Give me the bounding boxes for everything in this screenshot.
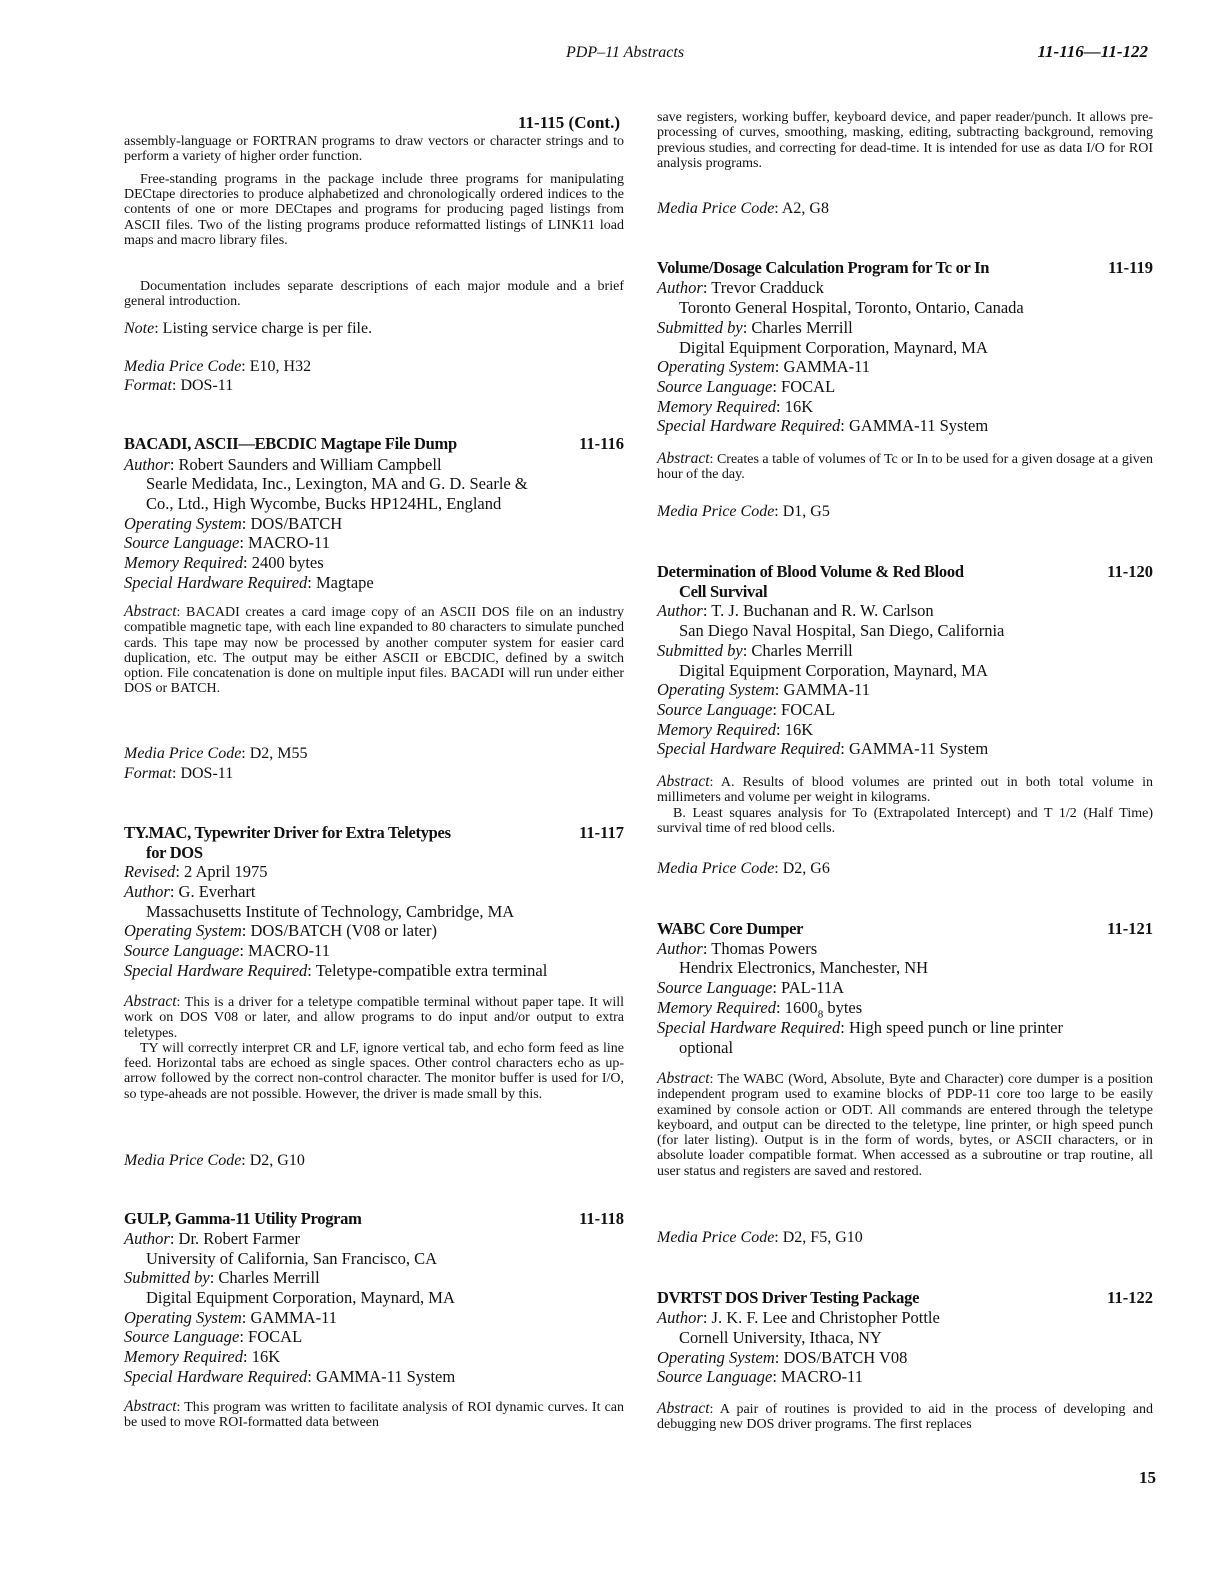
affiliation: Massachusetts Institute of Technology, Cambridge, MA bbox=[146, 902, 515, 921]
special-hardware: Special Hardware Required: Teletype-compatible extra terminal bbox=[124, 961, 548, 980]
cont-paragraph-2: Free-standing programs in the package include three programs for manipulating DECtape directories to produce alphabetized and chronologically ordered indices to the contents of one or more DECtapes and programs for producing paged listings from ASCII files. Two of the listing programs produce reformatted listings of LINK11 load maps and macro library files. bbox=[124, 172, 624, 248]
special-hardware: Special Hardware Required: GAMMA-11 System bbox=[124, 1367, 456, 1386]
entry-title: GULP, Gamma-11 Utility Program bbox=[124, 1209, 362, 1228]
abstract: Abstract: This is a driver for a teletype compatible terminal without paper tape. It will work on DOS V08 or later, and allow programs to do input and/or output to extra teletypes. TY will correctly interpret CR and LF, ignore vertical tab, and echo form feed as line feed. Horizontal tabs are echoed as single spaces. Other control characters echo as up-arrow followed by the correct non-control character. The monitor buffer is used for I/O, so type-aheads are not possible. However, the driver is made small by this. bbox=[124, 993, 624, 1102]
operating-system: Operating System: GAMMA-11 bbox=[657, 680, 870, 699]
memory-required: Memory Required: $1600_8$ bytes bbox=[657, 998, 863, 1021]
media-price-code: Media Price Code: D2, F5, G10 bbox=[657, 1229, 863, 1246]
source-language: Source Language: MACRO-11 bbox=[124, 533, 330, 552]
entry-title: DVRTST DOS Driver Testing Package bbox=[657, 1288, 920, 1307]
media-price-code: Media Price Code: D2, G10 bbox=[124, 1152, 305, 1169]
affiliation: University of California, San Francisco, CA bbox=[146, 1249, 437, 1268]
entry-title: Determination of Blood Volume & Red Blood Cell Survival bbox=[657, 562, 964, 601]
media-price-code: Media Price Code: D2, G6 bbox=[657, 860, 830, 877]
entry-title: WABC Core Dumper bbox=[657, 919, 804, 938]
entry-number: 11-119 bbox=[1108, 258, 1153, 277]
affiliation: Digital Equipment Corporation, Maynard, MA bbox=[146, 1288, 455, 1307]
page-number: 15 bbox=[1139, 1468, 1156, 1487]
affiliation: Co., Ltd., High Wycombe, Bucks HP124HL, England bbox=[146, 494, 502, 513]
special-hardware: Special Hardware Required: GAMMA-11 System bbox=[657, 739, 989, 758]
memory-required: Memory Required: 16K bbox=[124, 1347, 281, 1366]
entry-title: BACADI, ASCII—EBCDIC Magtape File Dump bbox=[124, 434, 457, 453]
abstract: Abstract: This program was written to facilitate analysis of ROI dynamic curves. It can be used to move ROI-formatted data between bbox=[124, 1398, 624, 1431]
submitted-by: Submitted by: Charles Merrill bbox=[124, 1268, 320, 1287]
revised: Revised: 2 April 1975 bbox=[124, 862, 268, 881]
operating-system: Operating System: DOS/BATCH bbox=[124, 514, 343, 533]
source-language: Source Language: FOCAL bbox=[124, 1327, 303, 1346]
entry-number: 11-117 bbox=[579, 823, 624, 842]
author: Author: Thomas Powers bbox=[657, 939, 818, 958]
source-language: Source Language: FOCAL bbox=[657, 700, 836, 719]
special-hardware-cont: optional bbox=[679, 1038, 734, 1057]
operating-system: Operating System: GAMMA-11 bbox=[124, 1308, 337, 1327]
author: Author: Dr. Robert Farmer bbox=[124, 1229, 300, 1248]
special-hardware: Special Hardware Required: High speed punch or line printer bbox=[657, 1018, 1063, 1037]
abstract: Abstract: BACADI creates a card image copy of an ASCII DOS file on an industry compatible magnetic tape, with each line expanded to 80 characters to simulate punched cards. This tape may now be processed by another computer system for easier card duplication, etc. The output may be either ASCII or EBCDIC, defined by a switch option. File concatenation is done on multiple input files. BACADI will run under either DOS or BATCH. bbox=[124, 603, 624, 697]
submitted-by: Submitted by: Charles Merrill bbox=[657, 318, 853, 337]
affiliation: Toronto General Hospital, Toronto, Ontario, Canada bbox=[679, 298, 1024, 317]
author: Author: J. K. F. Lee and Christopher Pottle bbox=[657, 1308, 940, 1327]
operating-system: Operating System: GAMMA-11 bbox=[657, 357, 870, 376]
source-language: Source Language: PAL-11A bbox=[657, 978, 845, 997]
entry-number: 11-122 bbox=[1107, 1288, 1153, 1307]
memory-required: Memory Required: 16K bbox=[657, 720, 814, 739]
entry-title: Volume/Dosage Calculation Program for Tc or In bbox=[657, 258, 990, 277]
cont-paragraph-1: assembly-language or FORTRAN programs to draw vectors or character strings and to perform a variety of higher order function. bbox=[124, 134, 624, 165]
note: Note: Listing service charge is per file. bbox=[124, 320, 373, 337]
affiliation: Searle Medidata, Inc., Lexington, MA and G. D. Searle & bbox=[146, 474, 528, 493]
running-header-title: PDP–11 Abstracts bbox=[566, 44, 685, 61]
abstract-continued: save registers, working buffer, keyboard device, and paper reader/punch. It allows pre-processing of curves, smoothing, masking, editing, subtracting background, removing previous studies, and correcting for dead-time. It is intended for use as data I/O for ROI analysis programs. bbox=[657, 110, 1153, 171]
continued-heading: 11-115 (Cont.) bbox=[518, 113, 620, 132]
author: Author: Robert Saunders and William Campbell bbox=[124, 455, 442, 474]
author: Author: T. J. Buchanan and R. W. Carlson bbox=[657, 601, 934, 620]
media-price-code: Media Price Code: A2, G8 bbox=[657, 200, 829, 217]
running-header-range: 11-116—11-122 bbox=[1037, 42, 1148, 61]
memory-required: Memory Required: 16K bbox=[657, 397, 814, 416]
special-hardware: Special Hardware Required: GAMMA-11 System bbox=[657, 416, 989, 435]
entry-number: 11-120 bbox=[1107, 562, 1153, 581]
submitted-by: Submitted by: Charles Merrill bbox=[657, 641, 853, 660]
source-language: Source Language: MACRO-11 bbox=[657, 1367, 863, 1386]
source-language: Source Language: MACRO-11 bbox=[124, 941, 330, 960]
author: Author: Trevor Cradduck bbox=[657, 278, 824, 297]
author: Author: G. Everhart bbox=[124, 882, 256, 901]
media-price-code: Media Price Code: E10, H32 bbox=[124, 358, 312, 375]
affiliation: Digital Equipment Corporation, Maynard, MA bbox=[679, 661, 988, 680]
entry-title: TY.MAC, Typewriter Driver for Extra Teletypes for DOS bbox=[124, 823, 451, 862]
media-price-code: Media Price Code: D1, G5 bbox=[657, 503, 830, 520]
operating-system: Operating System: DOS/BATCH V08 bbox=[657, 1348, 908, 1367]
format: Format: DOS-11 bbox=[124, 377, 234, 394]
media-price-code: Media Price Code: D2, M55 bbox=[124, 745, 308, 762]
abstract: Abstract: A. Results of blood volumes are printed out in both total volume in millimeters and volume per weight in kilograms. B. Least squares analysis for To (Extrapolated Intercept) and T 1/2 (Half Time) survival time of red blood cells. bbox=[657, 773, 1153, 836]
entry-number: 11-116 bbox=[579, 434, 624, 453]
special-hardware: Special Hardware Required: Magtape bbox=[124, 573, 374, 592]
memory-required: Memory Required: 2400 bytes bbox=[124, 553, 324, 572]
format: Format: DOS-11 bbox=[124, 765, 234, 782]
abstract: Abstract: The WABC (Word, Absolute, Byte and Character) core dumper is a position independent program used to examine blocks of PDP-11 core too large to be easily examined by console action or ODT. All commands are entered through the teletype keyboard, and output can be directed to the teletype, line printer, or high speed punch (for later listing). Output is in the form of words, bytes, or ASCII characters, or in absolute loader compatible format. When accessed as a subroutine or trap routine, all user status and registers are saved and restored. bbox=[657, 1070, 1153, 1179]
affiliation: Cornell University, Ithaca, NY bbox=[679, 1328, 882, 1347]
abstract: Abstract: Creates a table of volumes of Tc or In to be used for a given dosage at a given hour of the day. bbox=[657, 450, 1153, 483]
abstract: Abstract: A pair of routines is provided to aid in the process of developing and debugging new DOS driver programs. The first replaces bbox=[657, 1400, 1153, 1433]
entry-number: 11-121 bbox=[1107, 919, 1153, 938]
cont-paragraph-3: Documentation includes separate descriptions of each major module and a brief general introduction. bbox=[124, 279, 624, 310]
affiliation: Digital Equipment Corporation, Maynard, MA bbox=[679, 338, 988, 357]
source-language: Source Language: FOCAL bbox=[657, 377, 836, 396]
affiliation: Hendrix Electronics, Manchester, NH bbox=[679, 958, 929, 977]
operating-system: Operating System: DOS/BATCH (V08 or later) bbox=[124, 921, 438, 940]
entry-number: 11-118 bbox=[579, 1209, 624, 1228]
affiliation: San Diego Naval Hospital, San Diego, California bbox=[679, 621, 1005, 640]
